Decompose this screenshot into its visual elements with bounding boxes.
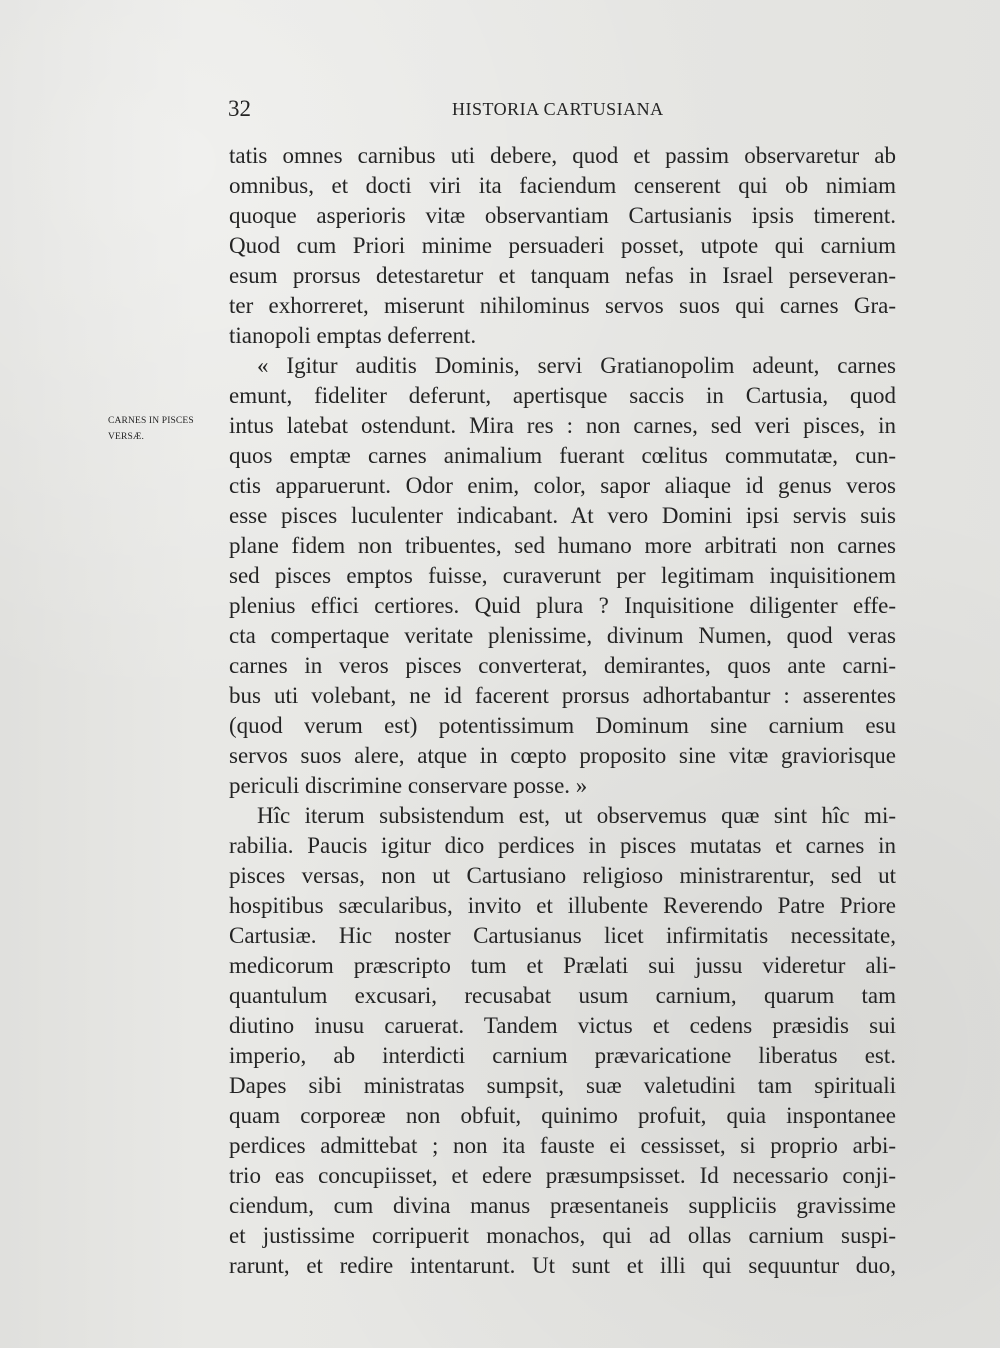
margin-note-line: CARNES IN PISCES bbox=[108, 416, 194, 426]
text-line: cta compertaque veritate plenissime, divinum Numen, quod veras bbox=[229, 623, 896, 648]
text-line: plane fidem non tribuentes, sed humano more arbitrati non carnes bbox=[229, 533, 896, 558]
text-line: (quod verum est) potentissimum Dominum sine carnium esu bbox=[229, 713, 896, 738]
text-line: ciendum, cum divina manus præsentaneis suppliciis gravissime bbox=[229, 1193, 896, 1218]
margin-note-line: VERSÆ. bbox=[108, 432, 145, 442]
text-line: esum prorsus detestaretur et tanquam nefas in Israel perseveran- bbox=[229, 263, 896, 288]
margin-note bbox=[108, 413, 220, 445]
text-line: Cartusiæ. Hic noster Cartusianus licet infirmitatis necessitate, bbox=[229, 923, 896, 948]
text-line: ctis apparuerunt. Odor enim, color, sapor aliaque id genus veros bbox=[229, 473, 896, 498]
text-line: carnes in veros pisces converterat, demirantes, quos ante carni- bbox=[229, 653, 896, 678]
main-text bbox=[229, 141, 896, 1281]
text-line: Dapes sibi ministratas sumpsit, suæ valetudini tam spirituali bbox=[229, 1073, 896, 1098]
text-line: tatis omnes carnibus uti debere, quod et passim observaretur ab bbox=[229, 143, 896, 168]
text-line: diutino inusu caruerat. Tandem victus et cedens præsidis sui bbox=[229, 1013, 896, 1038]
text-line: rarunt, et redire intentarunt. Ut sunt et illi qui sequuntur duo, bbox=[229, 1253, 896, 1278]
text-line: tianopoli emptas deferrent. bbox=[229, 323, 477, 348]
text-line: intus latebat ostendunt. Mira res : non carnes, sed veri pisces, in bbox=[229, 413, 896, 438]
text-line: ter exhorreret, miserunt nihilominus servos suos qui carnes Gra- bbox=[229, 293, 896, 318]
text-line: servos suos alere, atque in cœpto proposito sine vitæ graviorisque bbox=[229, 743, 896, 768]
text-line: sed pisces emptos fuisse, curaverunt per legitimam inquisitionem bbox=[229, 563, 896, 588]
text-line: periculi discrimine conservare posse. » bbox=[229, 773, 588, 798]
text-line: Quod cum Priori minime persuaderi posset, utpote qui carnium bbox=[229, 233, 896, 258]
text-line: et justissime corripuerit monachos, qui ad ollas carnium suspi- bbox=[229, 1223, 896, 1248]
text-line: imperio, ab interdicti carnium prævaricatione liberatus est. bbox=[229, 1043, 896, 1068]
text-line: plenius effici certiores. Quid plura ? Inquisitione diligenter effe- bbox=[229, 593, 896, 618]
text-line: quos emptæ carnes animalium fuerant cœlitus commutatæ, cun- bbox=[229, 443, 896, 468]
text-line: Hîc iterum subsistendum est, ut observemus quæ sint hîc mi- bbox=[257, 803, 896, 828]
text-line: esse pisces luculenter indicabant. At vero Domini ipsi servis suis bbox=[229, 503, 896, 528]
text-line: hospitibus sæcularibus, invito et illubente Reverendo Patre Priore bbox=[229, 893, 896, 918]
text-line: quam corporeæ non obfuit, quinimo profuit, quia inspontanee bbox=[229, 1103, 896, 1128]
running-head bbox=[228, 94, 900, 124]
text-line: « Igitur auditis Dominis, servi Gratianopolim adeunt, carnes bbox=[257, 353, 896, 378]
text-line: emunt, fideliter deferunt, apertisque saccis in Cartusia, quod bbox=[229, 383, 896, 408]
text-line: bus uti volebant, ne id facerent prorsus adhortabantur : asserentes bbox=[229, 683, 896, 708]
text-line: omnibus, et docti viri ita faciendum censerent qui ob nimiam bbox=[229, 173, 896, 198]
text-line: perdices admittebat ; non ita fauste ei cessisset, si proprio arbi- bbox=[229, 1133, 896, 1158]
text-line: medicorum præscripto tum et Prælati sui jussu videretur ali- bbox=[229, 953, 896, 978]
running-title: HISTORIA CARTUSIANA bbox=[452, 99, 664, 119]
page-number: 32 bbox=[228, 96, 251, 121]
text-line: trio eas concupiisset, et edere præsumpsisset. Id necessario conji- bbox=[229, 1163, 896, 1188]
text-line: rabilia. Paucis igitur dico perdices in pisces mutatas et carnes in bbox=[229, 833, 896, 858]
text-line: quoque asperioris vitæ observantiam Cartusianis ipsis timerent. bbox=[229, 203, 896, 228]
text-line: quantulum excusari, recusabat usum carnium, quarum tam bbox=[229, 983, 896, 1008]
text-line: pisces versas, non ut Cartusiano religioso ministrarentur, sed ut bbox=[229, 863, 896, 888]
